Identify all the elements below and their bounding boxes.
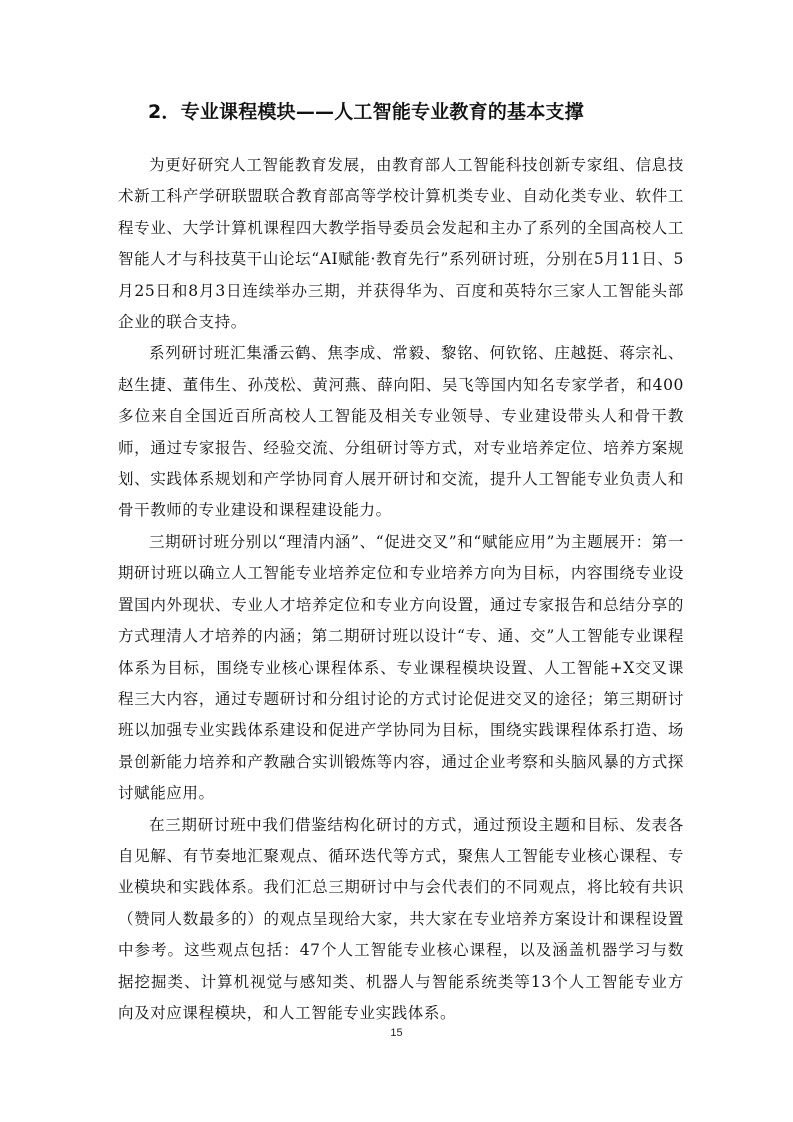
paragraph-4: 在三期研讨班中我们借鉴结构化研讨的方式，通过预设主题和目标、发表各自见解、有节奏地汇聚观点、循环迭代等方式，聚焦人工智能专业核心课程、专业模块和实践体系。我们汇总三期研讨中与会代表们的不同观点，将比较有共识（赞同人数最多的）的观点呈现给大家，共大家在专业培养方案设计和课程设置中参考。这些观点包括：47个人工智能专业核心课程，以及涵盖机器学习与数据挖掘类、计算机视觉与感知类、机器人与智能系统类等13个人工智能专业方向及对应课程模块，和人工智能专业实践体系。 — [118, 815, 684, 1022]
paragraph-2: 系列研讨班汇集潘云鹤、焦李成、常毅、黎铭、何钦铭、庄越挺、蒋宗礼、赵生捷、董伟生、孙茂松、黄河燕、薛向阳、吴飞等国内知名专家学者，和400多位来自全国近百所高校人工智能及相关专业领导、专业建设带头人和骨干教师，通过专家报告、经验交流、分组研讨等方式，对专业培养定位、培养方案规划、实践体系规划和产学协同育人展开研讨和交流，提升人工智能专业负责人和骨干教师的专业建设和课程建设能力。 — [118, 344, 684, 520]
page-number: 15 — [390, 1027, 403, 1039]
section-heading: 2．专业课程模块——人工智能专业教育的基本支撑 — [148, 101, 584, 123]
body-text — [118, 150, 684, 1029]
paragraph-3: 三期研讨班分别以“理清内涵”、“促进交叉”和“赋能应用”为主题展开：第一期研讨班以确立人工智能专业培养定位和专业培养方向为目标，内容围绕专业设置国内外现状、专业人才培养定位和专业方向设置，通过专家报告和总结分享的方式理清人才培养的内涵；第二期研讨班以设计“专、通、交”人工智能专业课程体系为目标，围绕专业核心课程体系、专业课程模块设置、人工智能+X交叉课程三大内容，通过专题研讨和分组讨论的方式讨论促进交叉的途径；第三期研讨班以加强专业实践体系建设和促进产学协同为目标，围绕实践课程体系打造、场景创新能力培养和产教融合实训锻炼等内容，通过企业考察和头脑风暴的方式探讨赋能应用。 — [118, 532, 684, 803]
paragraph-1: 为更好研究人工智能教育发展，由教育部人工智能科技创新专家组、信息技术新工科产学研联盟联合教育部高等学校计算机类专业、自动化类专业、软件工程专业、大学计算机课程四大教学指导委员会发起和主办了系列的全国高校人工智能人才与科技莫干山论坛“AI赋能·教育先行”系列研讨班，分别在5月11日、5月25日和8月3日连续举办三期，并获得华为、百度和英特尔三家人工智能头部企业的联合支持。 — [118, 156, 684, 332]
